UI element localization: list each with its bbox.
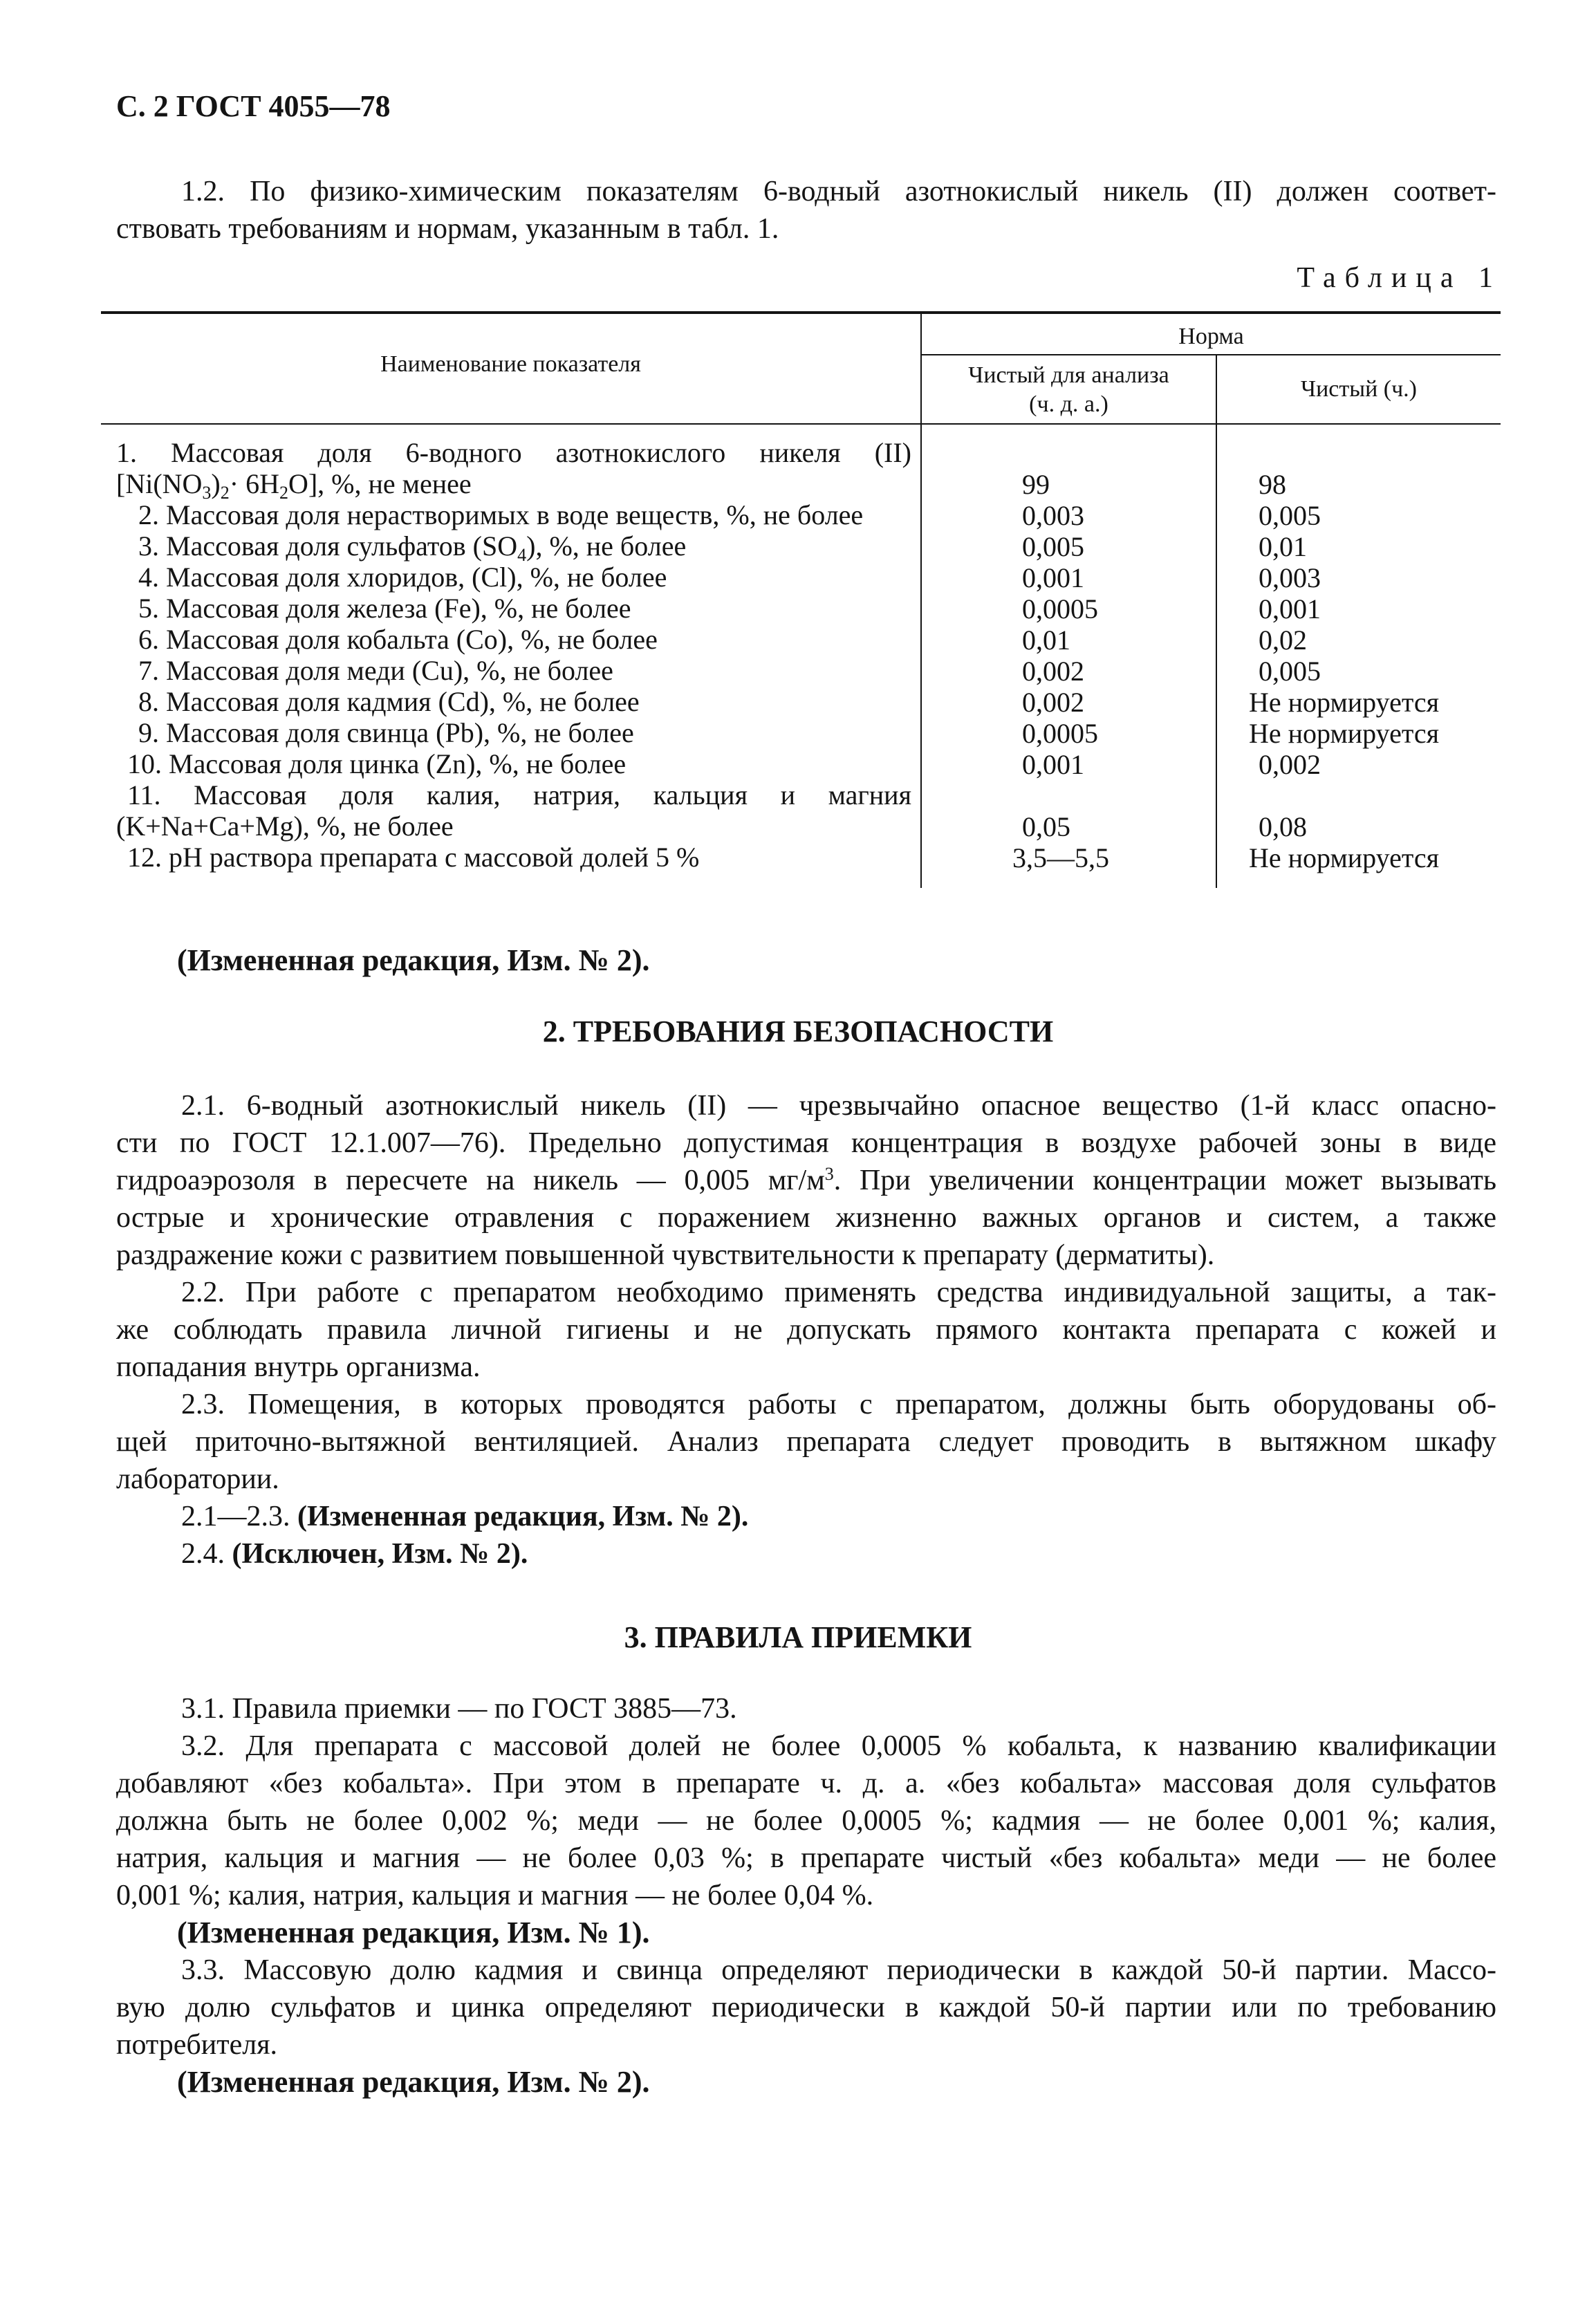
s2-p1-line2: сти по ГОСТ 12.1.007—76). Предельно допустимая концентрация в воздухе рабочей зоны в виде xyxy=(116,1127,1496,1159)
table-row-1-chda: 99 xyxy=(1022,469,1050,500)
table-row-6-name: 6. Массовая доля кобальта (Co), %, не более xyxy=(138,624,658,655)
table-row-10-ch: 0,002 xyxy=(1259,749,1321,780)
table-caption: Таблица 1 xyxy=(1297,262,1502,294)
table-row-8-ch: Не нормируется xyxy=(1249,687,1439,718)
table-row-4-name: 4. Массовая доля хлоридов, (Cl), %, не более xyxy=(138,562,667,593)
table-row-6-chda: 0,01 xyxy=(1022,624,1070,656)
section-3-title: 3. ПРАВИЛА ПРИЕМКИ xyxy=(624,1620,972,1654)
intro-line-1: 1.2. По физико-химическим показателям 6-водный азотнокислый никель (II) должен соответ- xyxy=(181,176,1496,207)
s2-p3-line2: щей приточно-вытяжной вентиляцией. Анализ препарата следует проводить в вытяжном шкафу xyxy=(116,1426,1496,1458)
s2-p1-line3: гидроаэрозоля в пересчете на никель — 0,005 $мг/м^3$. При увеличении концентрации может вызывать xyxy=(116,1164,1497,1196)
table-row-10-chda: 0,001 xyxy=(1022,749,1084,780)
table-norm-subrule xyxy=(922,354,1501,355)
table-row-3-name: 3. Массовая доля сульфатов $(SO_4)$, %, не более xyxy=(138,530,687,565)
table-row-9-ch: Не нормируется xyxy=(1249,718,1439,749)
table-row-11-ch: 0,08 xyxy=(1259,811,1307,842)
table-row-4-chda: 0,001 xyxy=(1022,562,1084,593)
table-row-5-name: 5. Массовая доля железа (Fe), %, не более xyxy=(138,593,631,624)
section-2-title: 2. ТРЕБОВАНИЯ БЕЗОПАСНОСТИ xyxy=(542,1014,1054,1048)
table-row-1-ch: 98 xyxy=(1259,469,1286,500)
table-row-7-name: 7. Массовая доля меди (Cu), %, не более xyxy=(138,655,613,686)
table-col-divider-2 xyxy=(1216,355,1217,888)
s3-p2-line5: 0,001 %; калия, натрия, кальция и магния — не более 0,04 %. xyxy=(116,1880,874,1911)
s2-p1-line4: острые и хронические отравления с поражением жизненно важных органов и систем, а также xyxy=(116,1202,1496,1234)
s2-p2-line2: же соблюдать правила личной гигиены и не допускать прямого контакта препарата с кожей и xyxy=(116,1314,1496,1346)
s3-p2-line4: натрия, кальция и магния — не более 0,03 %; в препарате чистый «без кобальта» меди — не более xyxy=(116,1842,1496,1874)
s3-amendment-1: (Измененная редакция, Изм. № 1). xyxy=(177,1916,650,1949)
s2-p1-line5: раздражение кожи с развитием повышенной чувствительности к препарату (дерматиты). xyxy=(116,1239,1215,1271)
table-row-5-chda: 0,0005 xyxy=(1022,593,1098,624)
table-top-rule xyxy=(101,311,1501,314)
table-row-2-chda: 0,003 xyxy=(1022,500,1084,531)
s3-amendment-2: (Измененная редакция, Изм. № 2). xyxy=(177,2065,650,2099)
table-row-2-name: 2. Массовая доля нерастворимых в воде веществ, %, не более xyxy=(138,499,864,530)
table-row-2-ch: 0,005 xyxy=(1259,500,1321,531)
s3-p3-line3: потребителя. xyxy=(116,2029,278,2061)
s2-p3-line1: 2.3. Помещения, в которых проводятся работы с препаратом, должны быть оборудованы об- xyxy=(181,1389,1496,1420)
table-header-bottom-rule xyxy=(101,423,1501,425)
table-header-norm: Норма xyxy=(1178,324,1244,349)
table-row-11-name-line1: 11. Массовая доля калия, натрия, кальция и магния xyxy=(127,779,911,810)
table-row-12-ch: Не нормируется xyxy=(1249,842,1439,873)
table-header-chda-line1: Чистый для анализа xyxy=(968,362,1169,388)
table-row-7-ch: 0,005 xyxy=(1259,656,1321,687)
s2-p2-line3: попадания внутрь организма. xyxy=(116,1351,481,1383)
table-header-name: Наименование показателя xyxy=(380,351,641,377)
intro-line-2: ствовать требованиям и нормам, указанным в табл. 1. xyxy=(116,213,779,245)
table-row-3-chda: 0,005 xyxy=(1022,531,1084,562)
table-row-7-chda: 0,002 xyxy=(1022,656,1084,687)
table-row-1-name-line2: $[Ni(NO_3)_2\cdot 6H_2O]$, %, не менее xyxy=(116,468,472,503)
table-row-12-name: 12. pH раствора препарата с массовой долей 5 % xyxy=(127,842,700,873)
table-row-5-ch: 0,001 xyxy=(1259,593,1321,624)
s3-p1: 3.1. Правила приемки — по ГОСТ 3885—73. xyxy=(181,1693,737,1725)
table-row-10-name: 10. Массовая доля цинка (Zn), %, не более xyxy=(127,748,627,779)
table-header-ch: Чистый (ч.) xyxy=(1300,376,1418,402)
s2-p3-line3: лаборатории. xyxy=(116,1463,279,1495)
table-row-4-ch: 0,003 xyxy=(1259,562,1321,593)
table-row-9-name: 9. Массовая доля свинца (Pb), %, не более xyxy=(138,717,634,748)
table-row-1-name-line1: 1. Массовая доля 6-водного азотнокислого никеля (II) xyxy=(116,437,911,468)
table-row-8-name: 8. Массовая доля кадмия (Cd), %, не более xyxy=(138,686,640,717)
s2-p2-line1: 2.2. При работе с препаратом необходимо применять средства индивидуальной защиты, а так- xyxy=(181,1277,1496,1308)
table-amendment-note: (Измененная редакция, Изм. № 2). xyxy=(177,943,650,977)
s3-p3-line2: вую долю сульфатов и цинка определяют периодически в каждой 50-й партии или по требованию xyxy=(116,1992,1496,2023)
table-row-9-chda: 0,0005 xyxy=(1022,718,1098,749)
table-row-8-chda: 0,002 xyxy=(1022,687,1084,718)
page-header: С. 2 ГОСТ 4055—78 xyxy=(116,89,391,123)
s2-p1-line1: 2.1. 6-водный азотнокислый никель (II) — чрезвычайно опасное вещество (1-й класс опасно- xyxy=(181,1090,1496,1122)
table-row-11-chda: 0,05 xyxy=(1022,811,1070,842)
table-header-chda-line2: (ч. д. а.) xyxy=(1029,391,1108,417)
s3-p2-line2: добавляют «без кобальта». При этом в препарате ч. д. а. «без кобальта» массовая доля сульфатов xyxy=(116,1768,1496,1799)
s3-p2-line1: 3.2. Для препарата с массовой долей не более 0,0005 % кобальта, к названию квалификации xyxy=(181,1730,1496,1762)
table-row-11-name-line2: (K+Na+Ca+Mg), %, не более xyxy=(116,810,454,842)
s2-amendment-a: 2.1—2.3. (Измененная редакция, Изм. № 2). xyxy=(181,1501,749,1532)
table-row-12-chda: 3,5—5,5 xyxy=(1012,842,1109,873)
s3-p2-line3: должна быть не более 0,002 %; меди — не более 0,0005 %; кадмия — не более 0,001 %; калия, xyxy=(116,1805,1496,1837)
table-row-3-ch: 0,01 xyxy=(1259,531,1307,562)
s3-p3-line1: 3.3. Массовую долю кадмия и свинца определяют периодически в каждой 50-й партии. Массо- xyxy=(181,1954,1496,1986)
s2-amendment-b: 2.4. (Исключен, Изм. № 2). xyxy=(181,1538,528,1570)
table-row-6-ch: 0,02 xyxy=(1259,624,1307,656)
